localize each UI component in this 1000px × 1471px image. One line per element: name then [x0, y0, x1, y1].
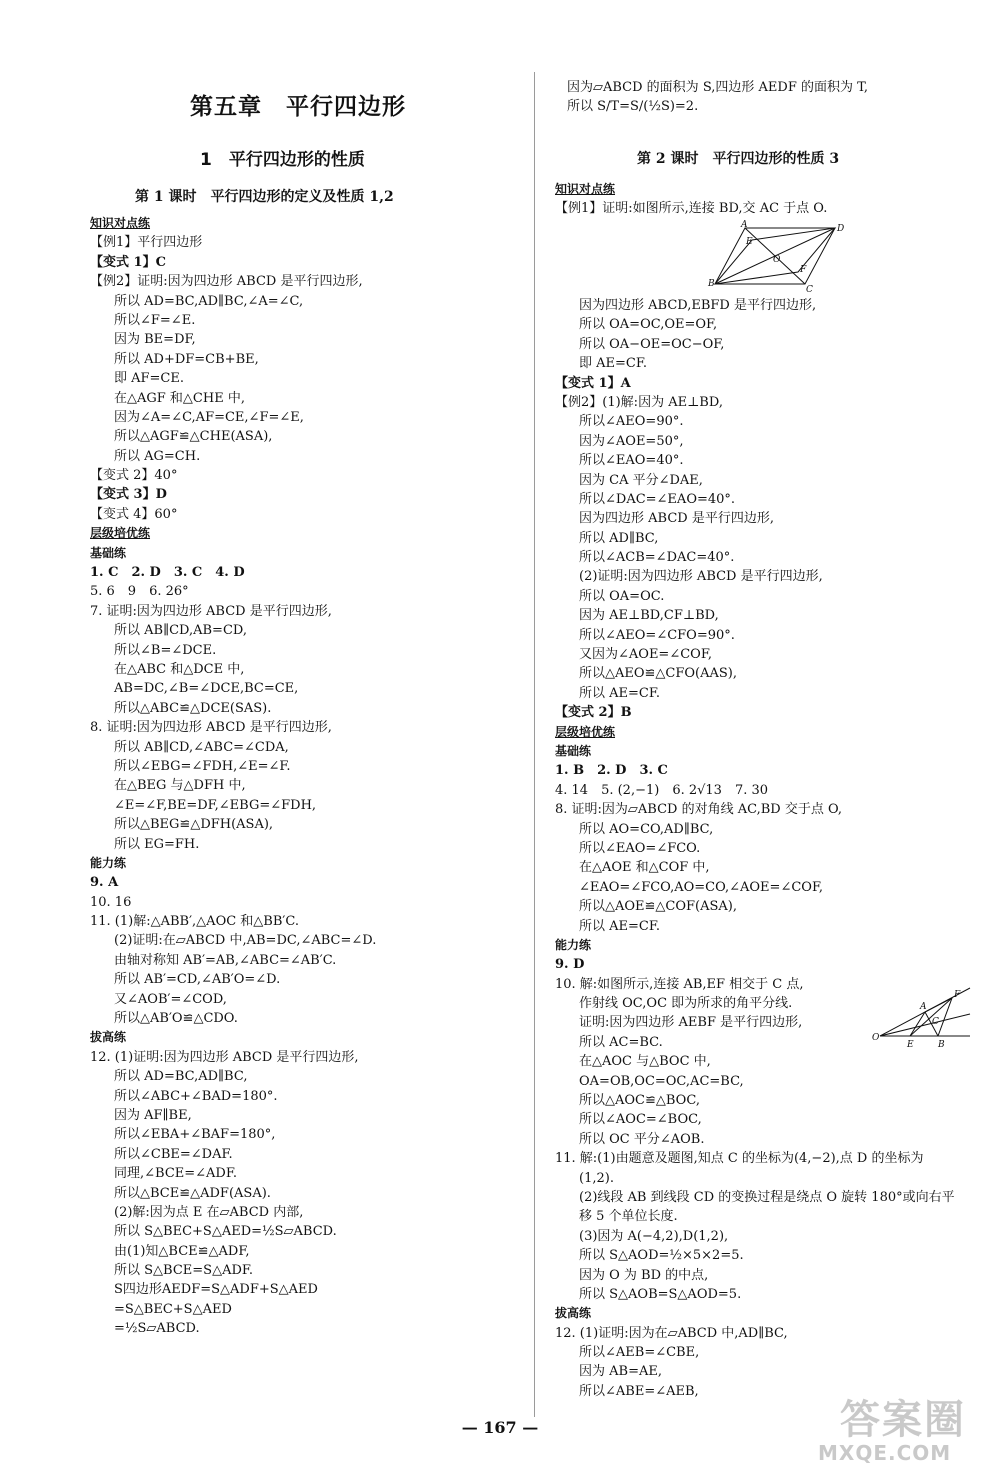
answer-line: 所以∠EAO=∠FCO. — [579, 840, 701, 856]
section-title: 1 平行四边形的性质 — [200, 150, 365, 170]
answer-line: 层级培优练 — [555, 724, 616, 739]
answer-line: 5. 6 9 6. 26° — [90, 584, 189, 600]
answer-line: 所以∠AEB=∠CBE, — [579, 1345, 700, 1361]
answer-line: 所以∠EAO=40°. — [579, 453, 684, 469]
answer-line: 所以△BEG≌△DFH(ASA), — [114, 817, 274, 833]
answer-line: 8. 证明:因为四边形 ABCD 是平行四边形, — [90, 720, 332, 736]
chapter-title: 第五章 平行四边形 — [190, 94, 406, 120]
answer-line: 11. (1)解:△ABB′,△AOC 和△BB′C. — [90, 914, 299, 930]
answer-line: 12. (1)证明:因为四边形 ABCD 是平行四边形, — [90, 1049, 359, 1065]
answer-line: 9. A — [90, 875, 119, 891]
ray-oc — [880, 1014, 970, 1036]
answer-line: 【例1】平行四边形 — [90, 235, 203, 251]
answer-line: 在△ABC 和△DCE 中, — [114, 661, 245, 677]
answer-line: 所以∠F=∠E. — [114, 312, 196, 328]
fig1-label: B — [708, 279, 715, 289]
answer-line: (2)解:因为点 E 在▱ABCD 内部, — [114, 1204, 304, 1220]
answer-line: 所以 AG=CH. — [114, 448, 201, 464]
answer-line: 即 AF=CE. — [114, 371, 185, 387]
answer-line: 能力练 — [90, 855, 127, 870]
answer-line: =S△BEC+S△AED — [114, 1301, 232, 1317]
answer-line: 所以 S△BCE=S△ADF. — [114, 1263, 254, 1279]
right-answers-b — [555, 296, 975, 1401]
answer-line: 所以∠EBG=∠FDH,∠E=∠F. — [114, 758, 291, 774]
fig1-label: O — [773, 255, 781, 265]
answer-line: 又因为∠AOE=∠COF, — [579, 647, 712, 663]
answer-line: 能力练 — [555, 937, 592, 952]
fig2-label: C — [932, 1017, 939, 1027]
answer-line: 所以 AD∥BC, — [579, 530, 659, 546]
lesson-1-title: 第 1 课时 平行四边形的定义及性质 1,2 — [135, 189, 394, 205]
answer-line: S四边形AEDF=S△ADF+S△AED — [114, 1282, 318, 1298]
answer-line: 在△AOE 和△COF 中, — [579, 860, 710, 876]
right-answers-a — [555, 180, 975, 219]
answer-line: 所以 EG=FH. — [114, 836, 200, 852]
fig2-label: E — [907, 1040, 914, 1050]
answer-line: 所以∠AEO=90°. — [579, 414, 684, 430]
answer-line: 在△AOC 与△BOC 中, — [579, 1054, 711, 1070]
answer-line: 所以∠ABE=∠AEB, — [579, 1383, 699, 1399]
fig1-label: D — [837, 224, 845, 234]
answer-line: 层级培优练 — [90, 526, 151, 541]
left-answers — [90, 214, 525, 1339]
answer-line: 所以 OA=OC. — [579, 588, 665, 604]
answer-line: 10. 解:如图所示,连接 AB,EF 相交于 C 点, — [555, 976, 804, 992]
answer-line: 所以△BCE≌△ADF(ASA). — [114, 1185, 271, 1201]
watermark-url: MXQE.COM — [818, 1441, 952, 1465]
answer-line: =½S▱ABCD. — [114, 1321, 200, 1337]
fig2-label: O — [872, 1033, 880, 1043]
answer-line: 9. D — [555, 957, 585, 973]
answer-line: 所以 AC=BC. — [579, 1034, 663, 1050]
answer-line: 由(1)知△BCE≌△ADF, — [114, 1243, 250, 1259]
answer-line: OA=OB,OC=OC,AC=BC, — [579, 1073, 744, 1089]
answer-line: 所以 S△BEC+S△AED=½S▱ABCD. — [114, 1224, 337, 1240]
answer-line: 因为 AB=AE, — [579, 1364, 662, 1380]
answer-line: 所以 AD=BC,AD∥BC, — [114, 1069, 248, 1085]
answer-line: 在△BEG 与△DFH 中, — [114, 778, 246, 794]
answer-line: 所以△ABC≌△DCE(SAS). — [114, 700, 272, 716]
answer-line: 基础练 — [90, 545, 127, 560]
answer-line: (2)证明:在▱ABCD 中,AB=DC,∠ABC=∠D. — [114, 933, 377, 949]
answer-line: 证明:因为四边形 AEBF 是平行四边形, — [579, 1015, 803, 1031]
answer-line: 【例2】证明:因为四边形 ABCD 是平行四边形, — [90, 274, 363, 290]
answer-line: 因为 O 为 BD 的中点, — [579, 1267, 709, 1283]
fig2-label: B — [938, 1040, 945, 1050]
answer-line: 【变式 1】C — [90, 254, 166, 270]
answer-line: 因为▱ABCD 的面积为 S,四边形 AEDF 的面积为 T, — [567, 80, 868, 95]
answer-line: 所以∠EBA+∠BAF=180°, — [114, 1127, 276, 1143]
answer-line: 所以 AE=CF. — [579, 685, 660, 701]
answer-line: 同理,∠BCE=∠ADF. — [114, 1166, 237, 1182]
fig1-label: A — [741, 220, 748, 230]
answer-line: 因为 AF∥BE, — [114, 1107, 192, 1123]
lesson-2-title: 第 2 课时 平行四边形的性质 3 — [637, 151, 840, 167]
answer-line: 4. 14 5. (2,−1) 6. 2√13 7. 30 — [555, 782, 769, 798]
answer-line: 【例2】(1)解:因为 AE⊥BD, — [555, 394, 723, 410]
answer-line: 所以 AO=CO,AD∥BC, — [579, 821, 714, 837]
watermark-text: 答案圈 — [840, 1397, 966, 1443]
answer-line: 知识对点练 — [90, 216, 151, 230]
answer-line: 【变式 4】60° — [90, 506, 178, 522]
answer-line: 因为 BE=DF, — [114, 332, 196, 348]
answer-line: 7. 证明:因为四边形 ABCD 是平行四边形, — [90, 603, 332, 619]
answer-line: 所以 S△AOB=S△AOD=5. — [579, 1286, 742, 1302]
fig1-label: C — [806, 285, 813, 295]
answer-line: 所以 AD+DF=CB+BE, — [114, 351, 259, 367]
answer-line: 【变式 1】A — [555, 375, 631, 391]
answer-line: ∠E=∠F,BE=DF,∠EBG=∠FDH, — [114, 797, 317, 813]
answer-line: 在△AGF 和△CHE 中, — [114, 390, 245, 406]
answer-line: 所以∠AOC=∠BOC, — [579, 1112, 702, 1128]
answer-line: 10. 16 — [90, 894, 132, 910]
answer-line: 所以 OA=OC,OE=OF, — [579, 317, 718, 333]
answer-line: 所以 AB∥CD,∠ABC=∠CDA, — [114, 739, 289, 755]
answer-line: (1,2). — [579, 1170, 614, 1186]
answer-line: 11. 解:(1)由题意及题图,知点 C 的坐标为(4,−2),点 D 的坐标为 — [555, 1151, 924, 1167]
answer-line: 所以△AGF≌△CHE(ASA), — [114, 429, 273, 445]
answer-line: 所以∠B=∠DCE. — [114, 642, 217, 658]
answer-line: 所以 AB∥CD,AB=CD, — [114, 623, 247, 639]
answer-line: 所以∠DAC=∠EAO=40°. — [579, 491, 736, 507]
answer-line: 基础练 — [555, 743, 592, 758]
answer-line: 所以 S/T=S/(½S)=2. — [567, 99, 699, 115]
answer-line: 因为∠AOE=50°, — [579, 433, 684, 449]
fig2-label: A — [920, 1002, 927, 1012]
answer-line: 所以 S△AOD=½×5×2=5. — [579, 1248, 744, 1264]
answer-line: 所以△AOE≌△COF(ASA), — [579, 899, 738, 915]
answer-line: 【变式 2】B — [555, 705, 632, 721]
answer-line: 所以 AD=BC,AD∥BC,∠A=∠C, — [114, 293, 304, 309]
answer-line: (3)因为 A(−4,2),D(1,2), — [579, 1228, 729, 1244]
answer-line: 知识对点练 — [555, 182, 616, 196]
answer-line: 由轴对称知 AB′=AB,∠ABC=∠AB′C. — [114, 952, 337, 968]
left-column — [90, 0, 525, 1471]
column-divider — [534, 72, 535, 1417]
fig1-label: F — [800, 265, 807, 275]
fig1-label: E — [746, 237, 753, 247]
answer-line: 【变式 3】D — [90, 487, 167, 503]
right-column — [555, 0, 975, 1471]
answer-line: ∠EAO=∠FCO,AO=CO,∠AOE=∠COF, — [579, 879, 824, 895]
answer-line: 因为 CA 平分∠DAE, — [579, 472, 703, 488]
answer-line: 1. C 2. D 3. C 4. D — [90, 565, 245, 581]
answer-line: 1. B 2. D 3. C — [555, 763, 668, 779]
answer-line: 所以△AOC≌△BOC, — [579, 1093, 700, 1109]
answer-line: AB=DC,∠B=∠DCE,BC=CE, — [114, 681, 299, 697]
answer-line: (2)线段 AB 到线段 CD 的变换过程是绕点 O 旋转 180°或向右平 — [579, 1189, 955, 1205]
answer-line: 所以 OA−OE=OC−OF, — [579, 336, 725, 352]
page-number: — 167 — — [461, 1418, 539, 1437]
answer-line: 作射线 OC,OC 即为所求的角平分线. — [579, 996, 793, 1012]
answer-line: 所以∠CBE=∠DAF. — [114, 1146, 233, 1162]
answer-line: 所以△AB′O≌△CDO. — [114, 1011, 238, 1027]
answer-line: 因为∠A=∠C,AF=CE,∠F=∠E, — [114, 409, 304, 425]
answer-line: 又∠AOB′=∠COD, — [114, 991, 227, 1007]
answer-line: 因为 AE⊥BD,CF⊥BD, — [579, 608, 719, 624]
answer-line: 即 AE=CF. — [579, 356, 647, 372]
answer-line: 拔高练 — [90, 1030, 127, 1045]
answer-line: 【例1】证明:如图所示,连接 BD,交 AC 于点 O. — [555, 201, 828, 217]
answer-line: 因为四边形 ABCD,EBFD 是平行四边形, — [579, 298, 817, 313]
angle-bisector-figure — [870, 982, 980, 1052]
answer-line: 因为四边形 ABCD 是平行四边形, — [579, 511, 774, 527]
answer-line: (2)证明:因为四边形 ABCD 是平行四边形, — [579, 569, 823, 585]
answer-line: 所以∠AEO=∠CFO=90°. — [579, 627, 735, 643]
answer-line: 8. 证明:因为▱ABCD 的对角线 AC,BD 交于点 O, — [555, 802, 843, 818]
answer-line: 移 5 个单位长度. — [579, 1209, 678, 1225]
answer-line: 所以∠ABC+∠BAD=180°. — [114, 1088, 278, 1104]
answer-line: 所以 AB′=CD,∠AB′O=∠D. — [114, 972, 281, 988]
answer-line: 所以△AEO≌△CFO(AAS), — [579, 666, 738, 682]
answer-line: 拔高练 — [555, 1306, 592, 1321]
right-top-answers — [555, 78, 975, 117]
watermark-logo — [810, 1398, 990, 1464]
answer-line: 所以 OC 平分∠AOB. — [579, 1131, 705, 1147]
answer-line: 所以∠ACB=∠DAC=40°. — [579, 550, 735, 566]
answer-line: 所以 AE=CF. — [579, 918, 660, 934]
fig2-label: F — [954, 990, 961, 1000]
answer-line: 【变式 2】40° — [90, 468, 178, 484]
answer-line: 12. (1)证明:因为在▱ABCD 中,AD∥BC, — [555, 1325, 788, 1341]
parallelogram-figure — [710, 222, 845, 294]
